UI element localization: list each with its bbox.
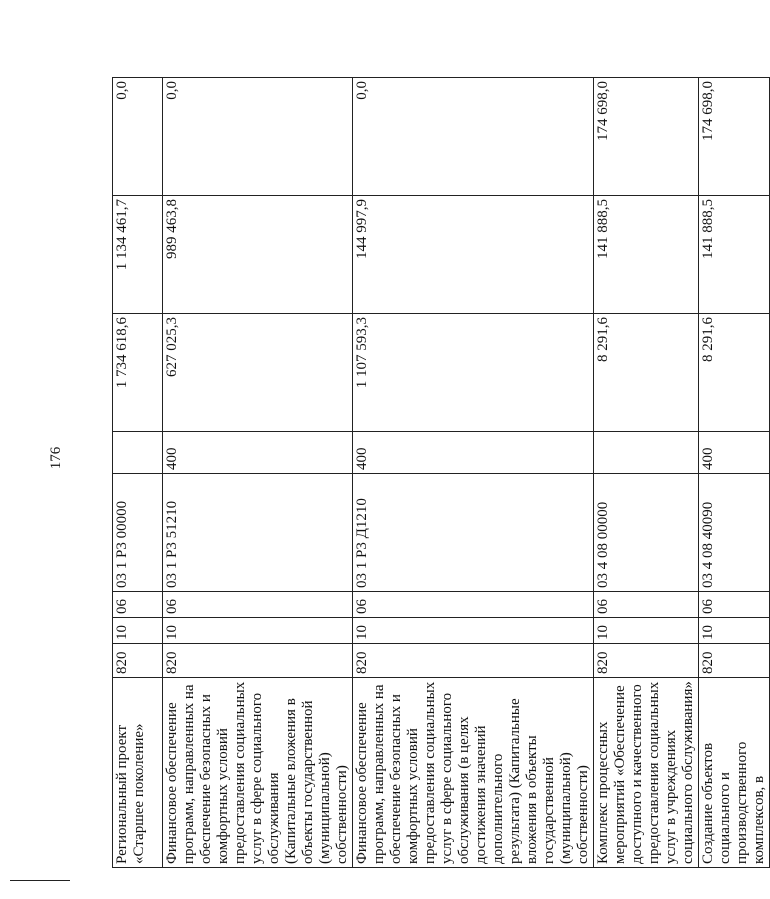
table-row xyxy=(594,78,699,868)
expense-type xyxy=(113,432,163,474)
amount-year-3: 0,0 xyxy=(113,78,163,196)
row-name: Создание объектов социального и производственного комплексов, в xyxy=(699,678,770,868)
amount-year-2: 141 888,5 xyxy=(699,196,770,314)
section-code: 10 xyxy=(113,618,163,644)
amount-year-1: 1 107 593,3 xyxy=(353,314,594,432)
target-article: 03 1 Р3 00000 xyxy=(113,474,163,592)
amount-year-1: 8 291,6 xyxy=(594,314,699,432)
amount-year-2: 141 888,5 xyxy=(594,196,699,314)
target-article: 03 1 Р3 51210 xyxy=(163,474,353,592)
ministry-code: 820 xyxy=(163,644,353,678)
ministry-code: 820 xyxy=(353,644,594,678)
amount-year-1: 8 291,6 xyxy=(699,314,770,432)
expense-type: 400 xyxy=(163,432,353,474)
subsection-code: 06 xyxy=(594,592,699,618)
section-code: 10 xyxy=(353,618,594,644)
amount-year-3: 0,0 xyxy=(353,78,594,196)
amount-year-1: 627 025,3 xyxy=(163,314,353,432)
table-row xyxy=(113,78,163,868)
amount-year-3: 174 698,0 xyxy=(699,78,770,196)
table-row xyxy=(699,78,770,868)
amount-year-2: 989 463,8 xyxy=(163,196,353,314)
budget-table-container xyxy=(112,78,767,868)
ministry-code: 820 xyxy=(113,644,163,678)
table-row xyxy=(353,78,594,868)
section-code: 10 xyxy=(163,618,353,644)
ministry-code: 820 xyxy=(699,644,770,678)
footnote-divider xyxy=(10,880,70,881)
amount-year-3: 174 698,0 xyxy=(594,78,699,196)
target-article: 03 4 08 40090 xyxy=(699,474,770,592)
section-code: 10 xyxy=(699,618,770,644)
subsection-code: 06 xyxy=(163,592,353,618)
target-article: 03 4 08 00000 xyxy=(594,474,699,592)
budget-table xyxy=(112,77,770,868)
expense-type xyxy=(594,432,699,474)
amount-year-2: 144 997,9 xyxy=(353,196,594,314)
row-name: Региональный проект «Старшее поколение» xyxy=(113,678,163,868)
row-name: Финансовое обеспечение программ, направленных на обеспечение безопасных и комфортных условий предоставления социальных услуг в сфере социального обслуживания (в целях достижения значений дополнительного результата) (Капитальные вложения в объекты государственной (муниципальной) собственности) xyxy=(353,678,594,868)
row-name: Финансовое обеспечение программ, направленных на обеспечение безопасных и комфортных условий предоставления социальных услуг в сфере социального обслуживания (Капитальные вложения в объекты государственной (муниципальной) собственности) xyxy=(163,678,353,868)
row-name: Комплекс процессных мероприятий «Обеспечение доступного и качественного предоставления социальных услуг в учреждениях социального обслуживания» xyxy=(594,678,699,868)
target-article: 03 1 Р3 Д1210 xyxy=(353,474,594,592)
subsection-code: 06 xyxy=(113,592,163,618)
amount-year-3: 0,0 xyxy=(163,78,353,196)
subsection-code: 06 xyxy=(353,592,594,618)
section-code: 10 xyxy=(594,618,699,644)
subsection-code: 06 xyxy=(699,592,770,618)
expense-type: 400 xyxy=(353,432,594,474)
ministry-code: 820 xyxy=(594,644,699,678)
expense-type: 400 xyxy=(699,432,770,474)
amount-year-2: 1 134 461,7 xyxy=(113,196,163,314)
page-number: 176 xyxy=(48,446,64,470)
table-row xyxy=(163,78,353,868)
amount-year-1: 1 734 618,6 xyxy=(113,314,163,432)
